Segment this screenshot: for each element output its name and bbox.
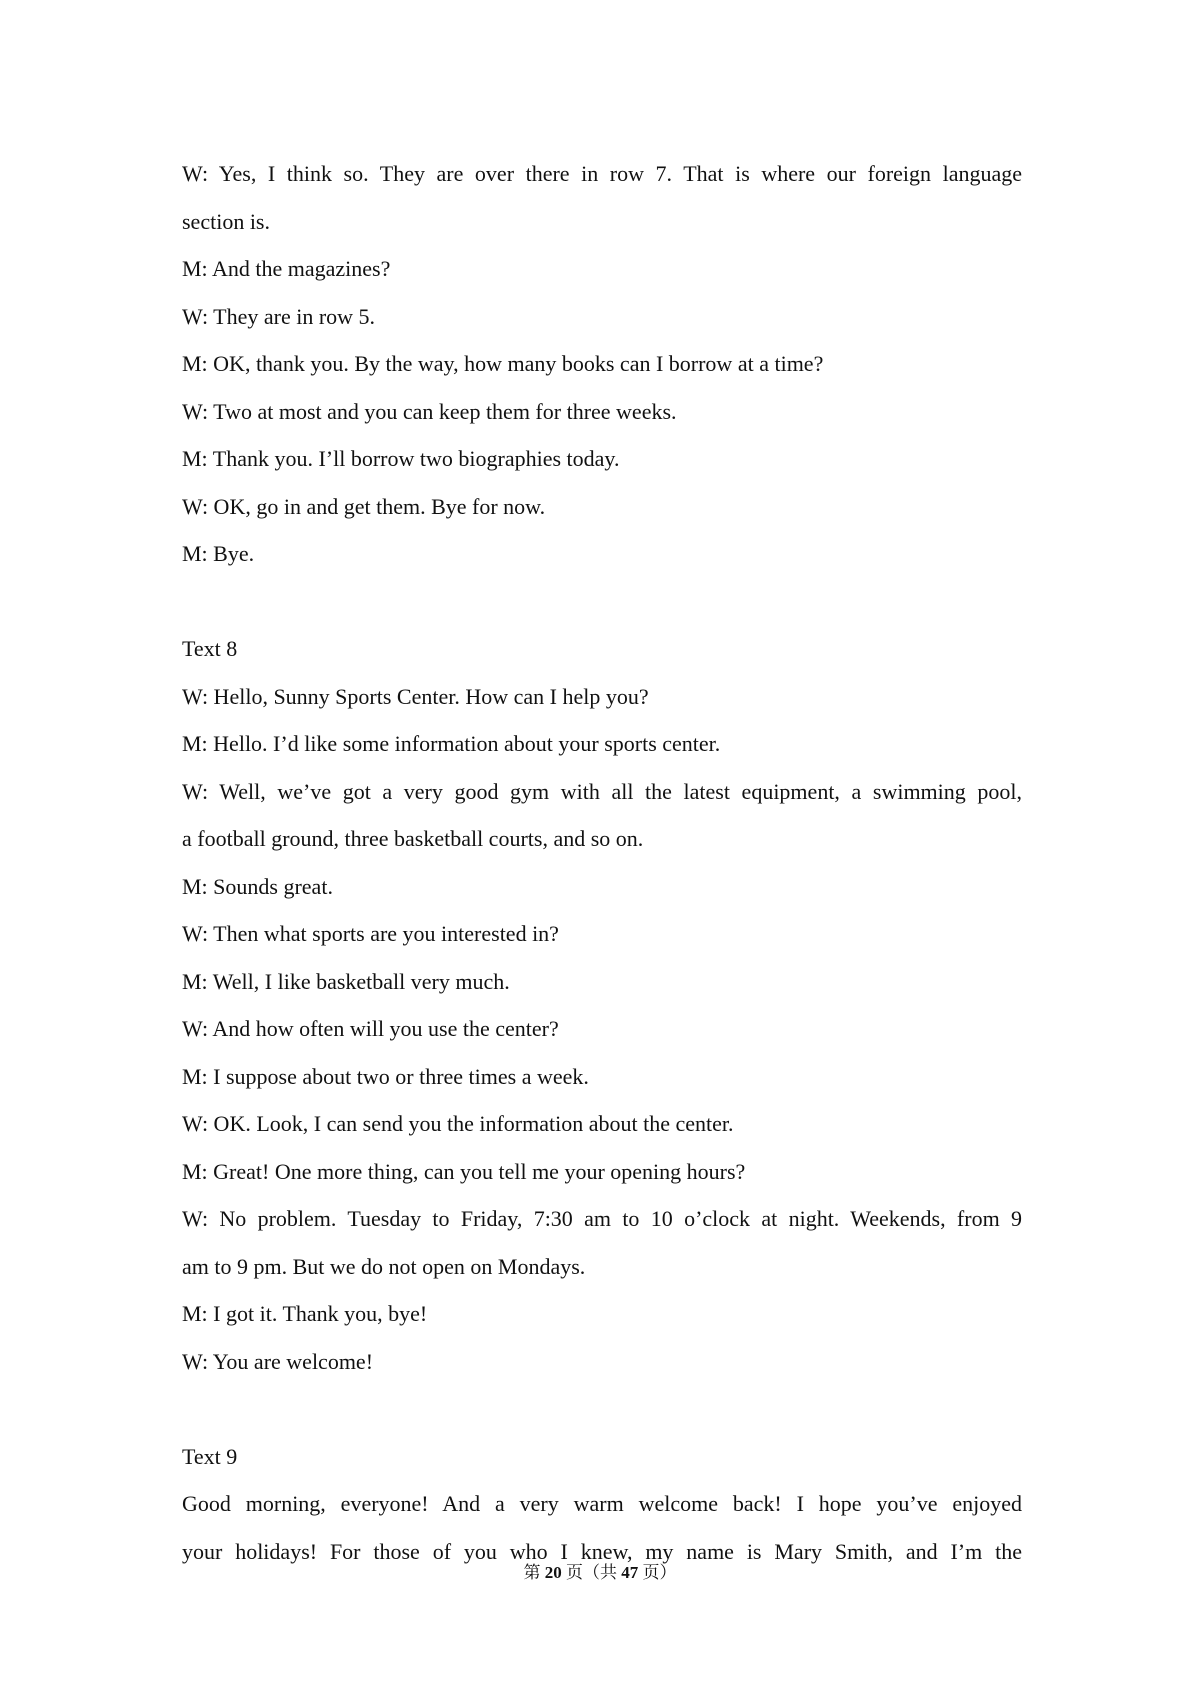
footer-total-pages: 47 (621, 1563, 639, 1582)
text-line: W: They are in row 5. (182, 303, 376, 329)
paragraph-gap (182, 1385, 1022, 1433)
document-body (182, 150, 1022, 1575)
text-line: W: Yes, I think so. They are over there in row 7. That is where our foreign language (182, 161, 1022, 186)
text-line: M: Sounds great. (182, 873, 333, 899)
text-line: W: OK, go in and get them. Bye for now. (182, 493, 546, 519)
text-line: M: I suppose about two or three times a week. (182, 1063, 589, 1089)
text-line: M: Well, I like basketball very much. (182, 968, 510, 994)
text-line: W: Hello, Sunny Sports Center. How can I help you? (182, 683, 649, 709)
text-line: W: Two at most and you can keep them for three weeks. (182, 398, 677, 424)
footer-suffix: 页） (638, 1563, 677, 1582)
text-line: M: I got it. Thank you, bye! (182, 1301, 428, 1326)
text-line: a football ground, three basketball courts, and so on. (182, 826, 644, 851)
text-line: W: You are welcome! (182, 1348, 374, 1374)
text-line: M: OK, thank you. By the way, how many books can I borrow at a time? (182, 351, 824, 376)
footer-prefix: 第 (523, 1563, 545, 1582)
text-line: M: Hello. I’d like some information about your sports center. (182, 731, 721, 756)
paragraph-gap (182, 578, 1022, 626)
footer-page-number: 20 (544, 1563, 562, 1582)
text-line: W: And how often will you use the center? (182, 1016, 559, 1041)
text-line: W: No problem. Tuesday to Friday, 7:30 am to 10 o’clock at night. Weekends, from 9 (182, 1206, 1022, 1231)
text-line: Good morning, everyone! And a very warm welcome back! I hope you’ve enjoyed (182, 1491, 1022, 1516)
page-footer (0, 1562, 1200, 1584)
text-line: M: Great! One more thing, can you tell me your opening hours? (182, 1158, 746, 1184)
section-heading-text-9: Text 9 (182, 1443, 238, 1469)
text-line: section is. (182, 208, 270, 234)
section-heading-text-8: Text 8 (182, 636, 238, 661)
footer-middle: 页（共 (561, 1563, 622, 1582)
text-line: W: Well, we’ve got a very good gym with all the latest equipment, a swimming pool, (182, 778, 1022, 804)
text-line: W: OK. Look, I can send you the information about the center. (182, 1111, 734, 1136)
text-line: your holidays! For those of you who I knew, my name is Mary Smith, and I’m the (182, 1538, 1022, 1564)
text-line: am to 9 pm. But we do not open on Mondays. (182, 1253, 586, 1279)
text-line: M: Thank you. I’ll borrow two biographies today. (182, 446, 620, 471)
text-line: W: Then what sports are you interested in? (182, 921, 559, 946)
text-line: M: And the magazines? (182, 256, 391, 281)
text-line: M: Bye. (182, 541, 255, 566)
